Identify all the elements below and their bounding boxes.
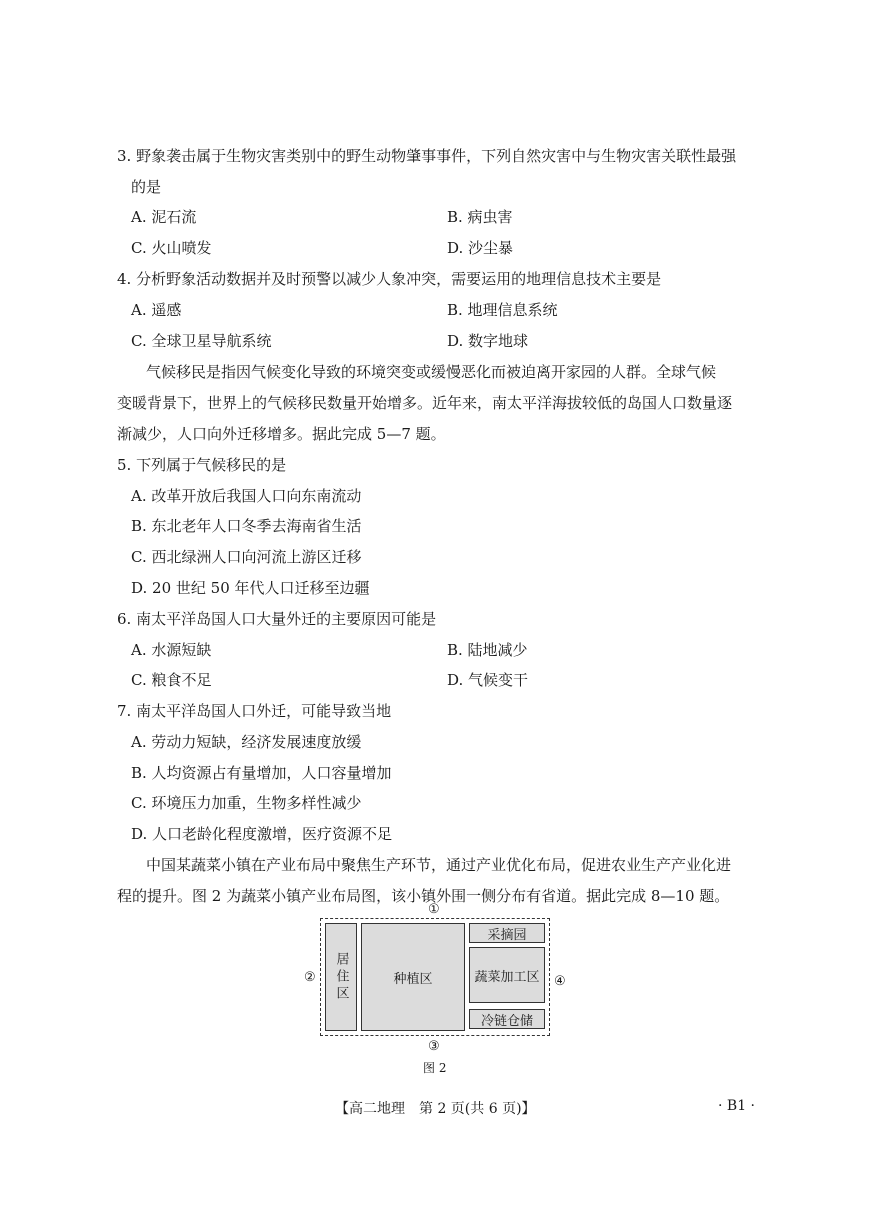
planting-zone-label: 种植区	[393, 971, 433, 987]
q7-option-b: B. 人均资源占有量增加，人口容量增加	[131, 764, 392, 782]
q7-option-d: D. 人口老龄化程度激增，医疗资源不足	[131, 825, 393, 843]
q3-option-a: A. 泥石流	[131, 208, 197, 226]
picking-garden	[469, 923, 545, 943]
q5-option-b: B. 东北老年人口冬季去海南省生活	[131, 517, 362, 535]
marker-4: ④	[554, 974, 566, 989]
marker-3: ③	[428, 1039, 440, 1054]
q4-option-a: A. 遥感	[131, 301, 182, 319]
figure-caption: 图 2	[423, 1061, 447, 1075]
planting-zone	[361, 923, 465, 1031]
q6-option-d: D. 气候变干	[447, 671, 529, 689]
passage1-line1: 气候移民是指因气候变化导致的环境突变或缓慢恶化而被迫离开家园的人群。全球气候	[146, 363, 717, 381]
q6-option-c: C. 粮食不足	[131, 671, 212, 689]
q3-option-d: D. 沙尘暴	[447, 239, 514, 257]
q4-option-d: D. 数字地球	[447, 332, 529, 350]
q5-option-c: C. 西北绿洲人口向河流上游区迁移	[131, 548, 362, 566]
picking-garden-label: 采摘园	[487, 927, 527, 943]
marker-1: ①	[428, 902, 440, 917]
passage1-line3: 渐减少，人口向外迁移增多。据此完成 5—7 题。	[117, 425, 446, 443]
q7-option-c: C. 环境压力加重，生物多样性减少	[131, 794, 362, 812]
cold-storage-label: 冷链仓储	[480, 1013, 533, 1029]
cold-storage	[469, 1009, 545, 1029]
residential-zone-label: 居住区	[333, 951, 349, 1003]
q6-stem: 6. 南太平洋岛国人口大量外迁的主要原因可能是	[117, 610, 437, 628]
q7-option-a: A. 劳动力短缺，经济发展速度放缓	[131, 733, 362, 751]
passage2-line1: 中国某蔬菜小镇在产业布局中聚焦生产环节，通过产业优化布局，促进农业生产产业化进	[146, 856, 732, 874]
figure-2	[300, 900, 580, 1080]
q3-option-b: B. 病虫害	[447, 208, 513, 226]
q4-option-b: B. 地理信息系统	[447, 301, 558, 319]
q5-option-d: D. 20 世纪 50 年代人口迁移至边疆	[131, 579, 370, 597]
passage1-line2: 变暖背景下，世界上的气候移民数量开始增多。近年来，南太平洋海拔较低的岛国人口数量逐	[117, 394, 733, 412]
q3-stem-line1: 3. 野象袭击属于生物灾害类别中的野生动物肇事事件，下列自然灾害中与生物灾害关联性最强	[117, 147, 737, 165]
page-footer-title: 【高二地理 第 2 页(共 6 页)】	[335, 1101, 536, 1117]
processing-zone-label: 蔬菜加工区	[474, 969, 540, 985]
page-footer-code: · B1 ·	[718, 1098, 755, 1114]
q5-option-a: A. 改革开放后我国人口向东南流动	[131, 487, 362, 505]
q5-stem: 5. 下列属于气候移民的是	[117, 456, 287, 474]
marker-2: ②	[304, 970, 316, 985]
q4-option-c: C. 全球卫星导航系统	[131, 332, 272, 350]
q7-stem: 7. 南太平洋岛国人口外迁，可能导致当地	[117, 702, 392, 720]
q6-option-a: A. 水源短缺	[131, 641, 212, 659]
town-boundary	[320, 918, 550, 1036]
q3-option-c: C. 火山喷发	[131, 239, 212, 257]
processing-zone	[469, 947, 545, 1003]
q6-option-b: B. 陆地减少	[447, 641, 528, 659]
passage2-line2: 程的提升。图 2 为蔬菜小镇产业布局图，该小镇外围一侧分布有省道。据此完成 8—10 题。	[117, 887, 730, 905]
q3-stem-line2: 的是	[131, 178, 162, 196]
q4-stem: 4. 分析野象活动数据并及时预警以减少人象冲突，需要运用的地理信息技术主要是	[117, 270, 662, 288]
residential-zone	[325, 923, 357, 1031]
